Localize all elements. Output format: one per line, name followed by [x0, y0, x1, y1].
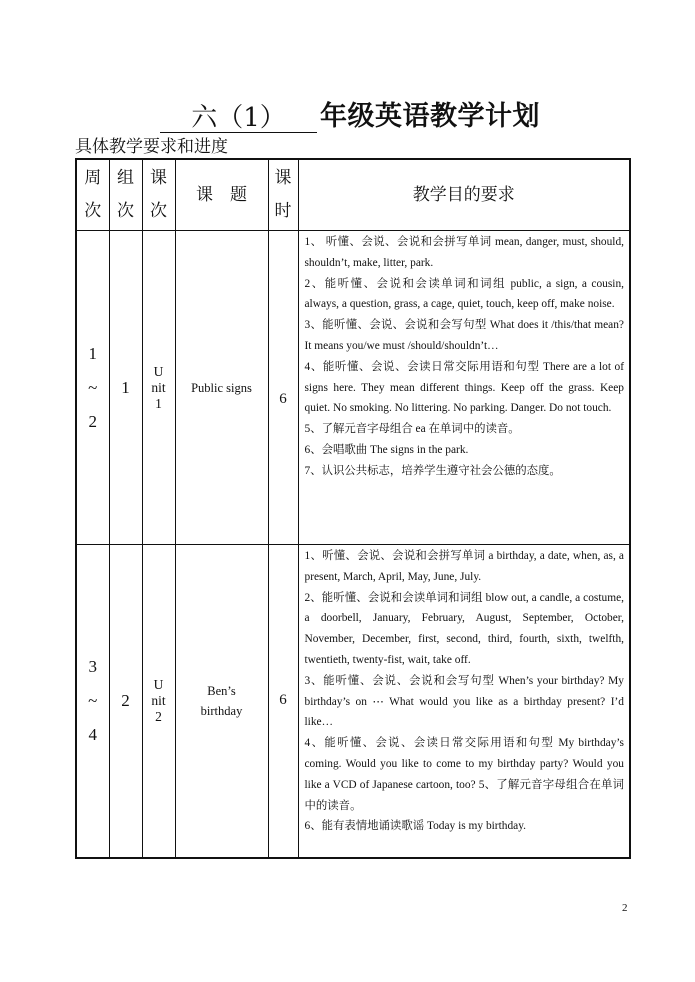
header-hours-line1: 课	[274, 168, 292, 188]
header-hours	[268, 159, 298, 231]
week-start: 3	[88, 656, 97, 676]
lesson-line2: nit	[151, 692, 166, 708]
section-subtitle: 具体教学要求和进度	[75, 137, 228, 157]
teaching-plan-table	[75, 158, 631, 859]
row-week	[76, 545, 109, 858]
row-hours: 6	[268, 231, 298, 545]
header-requirements: 教学目的要求	[298, 159, 630, 231]
week-tilde: ~	[88, 377, 98, 397]
requirement-item: 4、能听懂、会说、会读日常交际用语和句型 There are a lot of signs here. They mean different things. Keep off the grass. Keep quiet. No smoking. No littering. No parking. Danger. Do not touch.	[304, 360, 624, 415]
header-lesson-line1: 课	[150, 168, 167, 188]
requirement-item: 3、能听懂、会说、会说和会写句型 What does it /this/that mean? It means you/we must /should/shouldn’t…	[304, 319, 624, 352]
document-title	[0, 98, 695, 138]
week-start: 1	[88, 343, 97, 363]
header-lesson-line2: 次	[150, 201, 167, 221]
title-grade: 六（1）	[160, 98, 317, 133]
row-lesson	[142, 231, 175, 545]
row-week	[76, 231, 109, 545]
row-topic	[175, 231, 268, 545]
header-lesson	[142, 159, 175, 231]
requirement-item: 6、会唱歌曲 The signs in the park.	[304, 443, 469, 456]
row-topic	[175, 545, 268, 858]
topic-line1: Public signs	[191, 380, 252, 395]
requirement-item: 1、听懂、会说、会说和会拼写单词 a birthday, a date, when, as, a present, March, April, May, June, July.	[304, 550, 624, 583]
header-hours-line2: 时	[274, 201, 292, 221]
table-row	[76, 545, 630, 858]
requirement-item: 4、能听懂、会说、会读日常交际用语和句型 My birthday’s coming. Would you like to come to my birthday party? Would you like a VCD of Japanese cartoon, too? 5、了解元音字母组合在单词中的读音。	[304, 737, 624, 812]
week-tilde: ~	[88, 690, 98, 710]
row-requirements	[298, 231, 630, 545]
week-end: 4	[88, 724, 97, 744]
requirement-item: 2、能听懂、会说和会读单词和词组 blow out, a candle, a costume, a doorbell, January, February, August, September, October, November, December, first, second, third, fourth, sixth, twelfth, twentieth, twenty-fist, wait, take off.	[304, 591, 624, 666]
row-group: 1	[109, 231, 142, 545]
lesson-line1: U	[153, 676, 164, 692]
page-number: 2	[622, 902, 628, 914]
table-header-row	[76, 159, 630, 231]
title-main: 年级英语教学计划	[320, 101, 540, 132]
table-row	[76, 231, 630, 545]
requirement-item: 2、能听懂、会说和会读单词和词组 public, a sign, a cousin, always, a question, grass, a cage, quiet, touch, keep off, make noise.	[304, 277, 624, 311]
lesson-line1: U	[153, 363, 164, 379]
requirement-item: 5、了解元音字母组合 ea 在单词中的读音。	[304, 423, 520, 436]
requirement-item: 7、认识公共标志，培养学生遵守社会公德的态度。	[304, 464, 561, 477]
header-topic: 课 题	[175, 159, 268, 231]
row-lesson	[142, 545, 175, 858]
requirement-item: 3、能听懂、会说、会说和会写句型 When’s your birthday? My birthday’s on ⋯ What would you like as a birthday present? I’d like…	[304, 674, 624, 729]
requirement-item: 1、 听懂、会说、会说和会拼写单词 mean, danger, must, should, shouldn’t, make, litter, park.	[304, 236, 624, 269]
header-week-line1: 周	[84, 168, 102, 188]
week-end: 2	[88, 411, 97, 431]
header-group-line1: 组	[117, 168, 134, 188]
requirement-item: 6、能有表情地诵读歌谣 Today is my birthday.	[304, 820, 527, 833]
lesson-line3: 1	[155, 395, 162, 411]
row-requirements	[298, 545, 630, 858]
header-week	[76, 159, 109, 231]
topic-line2: birthday	[200, 703, 243, 718]
lesson-line3: 2	[155, 708, 162, 724]
row-group: 2	[109, 545, 142, 858]
row-hours: 6	[268, 545, 298, 858]
header-group-line2: 次	[117, 201, 134, 221]
header-group	[109, 159, 142, 231]
lesson-line2: nit	[151, 379, 166, 395]
header-week-line2: 次	[84, 201, 102, 221]
topic-line1: Ben’s	[207, 683, 236, 698]
